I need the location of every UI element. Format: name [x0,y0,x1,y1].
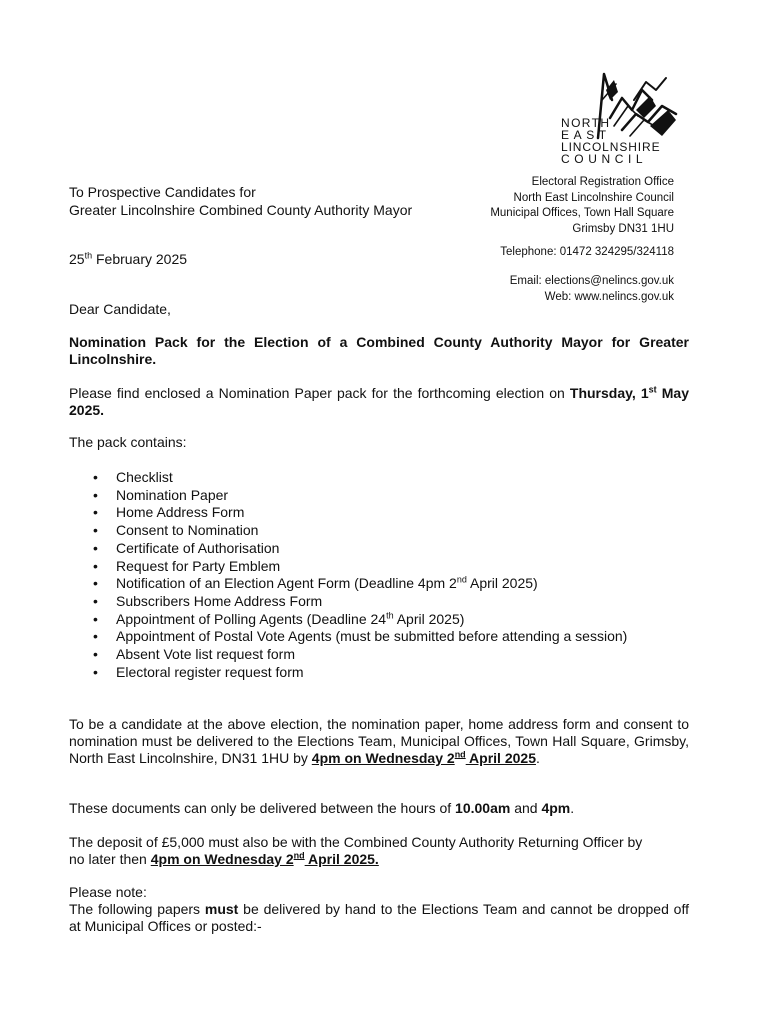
address-office: Electoral Registration Office [531,176,674,188]
list-item: • Nomination Paper [69,487,689,505]
web-address[interactable]: Web: www.nelincs.gov.uk [544,290,674,303]
list-item: • Request for Party Emblem [69,558,689,576]
list-item: • Electoral register request form [69,664,689,682]
list-item: • Notification of an Election Agent Form (Deadline 4pm 2nd April 2025) [69,575,689,593]
address-building: Municipal Offices, Town Hall Square [490,207,674,219]
list-item: • Home Address Form [69,504,689,522]
address-town: Grimsby DN31 1HU [572,222,674,235]
please-note-paragraph [69,884,689,935]
pack-contents-list [69,469,689,681]
recipient-line-2: Greater Lincolnshire Combined County Authority Mayor [69,202,413,218]
intro-paragraph: Please find enclosed a Nomination Paper pack for the forthcoming election on Thursday, 1st May 2025. [69,384,689,418]
logo-line-north: NORTH [561,116,611,130]
note-heading: Please note: [69,884,147,900]
list-item: • Consent to Nomination [69,522,689,540]
salutation: Dear Candidate, [69,301,171,317]
logo-line-east: EAST [561,128,611,142]
address-council: North East Lincolnshire Council [513,191,674,204]
telephone: Telephone: 01472 324295/324118 [500,246,674,258]
list-item: • Appointment of Polling Agents (Deadline 24th April 2025) [69,611,689,629]
candidate-delivery-paragraph: To be a candidate at the above election, the nomination paper, home address form and consent to nomination must be delivered to the Elections Team, Municipal Offices, Town Hall Square, Grimsby, North East Lincolnshire, DN31 1HU by 4pm on Wednesday 2nd April 2025. [69,716,689,766]
delivery-hours-paragraph: These documents can only be delivered between the hours of 10.00am and 4pm. [69,800,575,816]
recipient-block [69,183,412,219]
deposit-paragraph: The deposit of £5,000 must also be with the Combined County Authority Returning Officer by no later then 4pm on Wednesday 2nd April 2025. [69,834,643,867]
subject-heading: Nomination Pack for the Election of a Combined County Authority Mayor for Greater Lincolnshire. [69,334,689,367]
list-item: • Subscribers Home Address Form [69,593,689,611]
list-item: • Certificate of Authorisation [69,540,689,558]
logo-line-council: COUNCIL [561,152,648,166]
list-item: • Checklist [69,469,689,487]
list-item: • Appointment of Postal Vote Agents (must be submitted before attending a session) [69,628,636,646]
recipient-line-1: To Prospective Candidates for [69,184,256,200]
email-address[interactable]: Email: elections@nelincs.gov.uk [509,275,674,287]
pack-heading: The pack contains: [69,434,187,450]
logo-line-lincolnshire: LINCOLNSHIRE [561,140,661,154]
note-text: The following papers must be delivered by hand to the Elections Team and cannot be dropped off at Municipal Offices or posted:- [69,901,689,934]
office-address [490,175,674,237]
letter-date: 25th February 2025 [69,250,188,267]
list-item: • Absent Vote list request form [69,646,689,664]
